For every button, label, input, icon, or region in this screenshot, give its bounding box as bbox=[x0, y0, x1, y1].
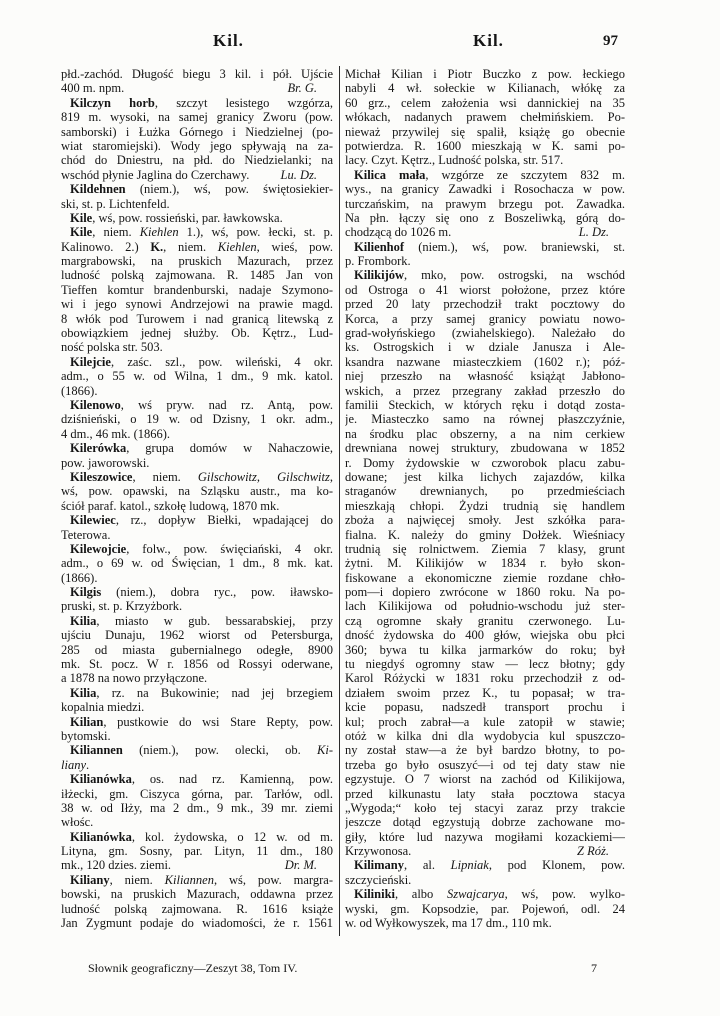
text: na środku plac obszerny, a na nim cerkiew bbox=[345, 426, 625, 441]
text-line bbox=[61, 787, 333, 801]
text: pruski, st. p. Krzyżbork. bbox=[61, 599, 183, 614]
text: trzeba go było osuszyć—i od tej daty staw nie bbox=[345, 757, 625, 772]
text: chód do Dniestru, na płd. do Niedzielanki; na bbox=[61, 153, 333, 168]
text: przed kilkunastu laty stała pocztowa stacya bbox=[345, 786, 625, 801]
text-line bbox=[61, 671, 333, 685]
line-text bbox=[61, 858, 171, 872]
text: dowane; jest kilka lichych zajazdów, kilka bbox=[345, 469, 625, 484]
author-signature: L. Dz. bbox=[578, 225, 609, 240]
text: straganów drewnianych, po przedmieściach bbox=[345, 484, 625, 499]
headword: Kilejcie bbox=[70, 354, 111, 369]
text: margrabowski, na pruskich Mazurach, przez bbox=[61, 254, 333, 269]
text-line bbox=[61, 643, 333, 657]
text-line bbox=[61, 67, 333, 81]
text-line bbox=[345, 182, 625, 196]
author-signature: Br. G. bbox=[287, 81, 317, 96]
italic-text: Ki- bbox=[317, 743, 333, 758]
text-line bbox=[345, 844, 625, 858]
headword: Kilikijów bbox=[354, 268, 405, 283]
text: egzystuje. O 7 wiorst na zachód od Kilikijowa, bbox=[345, 772, 625, 787]
text: Michał Kilian i Piotr Buczko z pow. łeckiego bbox=[345, 67, 625, 81]
headword: Kile bbox=[70, 210, 93, 225]
text: ludność polską zajmowana. R. 1485 Jan von bbox=[61, 268, 333, 283]
text-line bbox=[345, 729, 625, 743]
text: wys., na granicy Zawadki i Rosochacza w pow. bbox=[345, 182, 625, 197]
text-line bbox=[345, 484, 625, 498]
text-line bbox=[61, 815, 333, 829]
text: je. Miasteczko samo na równej płaszczyźnie, bbox=[345, 412, 625, 427]
headword: Kiliniki bbox=[354, 887, 395, 902]
text: Na płn. łączy się ono z Boszeliwką, górą do- bbox=[345, 210, 625, 225]
text-line bbox=[345, 599, 625, 613]
text: Korca, a przy samej granicy powiatu nowo- bbox=[345, 311, 625, 326]
text-line bbox=[345, 700, 625, 714]
text: ność polska str. 503. bbox=[61, 340, 163, 355]
text-line bbox=[345, 758, 625, 772]
text-line bbox=[61, 297, 333, 311]
text-line bbox=[345, 830, 625, 844]
text-line bbox=[61, 902, 333, 916]
text: . bbox=[86, 757, 90, 772]
text-line bbox=[345, 902, 625, 916]
text-line bbox=[61, 916, 333, 930]
text: , wś, pow. wylko- bbox=[504, 887, 625, 902]
text-line bbox=[345, 556, 625, 570]
text-line bbox=[61, 758, 333, 772]
text: 38 w. od Iłży, ma 2 dm., 9 mk., 39 mr. ziemi bbox=[61, 800, 333, 815]
text: Lityna, gm. Sosny, par. Lityn, 11 dm., 180 bbox=[61, 844, 333, 859]
text-line bbox=[345, 916, 625, 930]
text-line bbox=[61, 240, 333, 254]
text: Jan Zygmunt podaje do wiadomości, że r. 1561 bbox=[61, 916, 333, 931]
text: działem swoim przez K., tu popasał; w tra- bbox=[345, 685, 625, 700]
text: dziśnieński, o 19 w. od Dzisny, 1 okr. adm., bbox=[61, 412, 333, 427]
headword: Kilia bbox=[70, 685, 97, 700]
text: obowiązkiem jednej służby. Ob. Kętrz., Lud- bbox=[61, 326, 333, 341]
italic-text: Gilschowitz, Gilschwitz bbox=[197, 469, 330, 484]
text-line bbox=[61, 225, 333, 239]
text-line bbox=[61, 283, 333, 297]
text-line bbox=[61, 81, 333, 95]
text-line bbox=[61, 153, 333, 167]
text: chodzącą do 1026 m. bbox=[345, 225, 452, 240]
text-line bbox=[345, 542, 625, 556]
text: wiat staromiejski). Wody jego spływają na za- bbox=[61, 138, 333, 153]
text-line bbox=[61, 470, 333, 484]
text-line bbox=[61, 887, 333, 901]
text: mk., 120 dzies. ziemi. bbox=[61, 858, 172, 873]
text-line bbox=[61, 326, 333, 340]
text: jeszcze dotąd egzystują dobrze zachowane mo- bbox=[345, 815, 625, 830]
text-line bbox=[345, 772, 625, 786]
text: , grupa domów w Nahaczowie, bbox=[126, 441, 333, 456]
text: ujściu Dunaju, 1962 wiorst od Petersburga, bbox=[61, 628, 333, 643]
text-line bbox=[345, 456, 625, 470]
text: wskich, a przez przegrany zakład przeszło do bbox=[345, 383, 625, 398]
text: , mko, pow. ostrogski, na wschód bbox=[404, 268, 625, 283]
text-line bbox=[345, 283, 625, 297]
text-line bbox=[345, 153, 625, 167]
text: r. Domy żydowskie w czworobok placu zabu- bbox=[345, 455, 625, 470]
text: otóż w kilka dni dla wydobycia kul spuszczo- bbox=[345, 728, 625, 743]
text-line bbox=[61, 599, 333, 613]
headword: Kilerówka bbox=[70, 441, 127, 456]
text-line bbox=[345, 513, 625, 527]
text-line bbox=[345, 671, 625, 685]
text: potwierdza. R. 1600 mieszkają w K. sami po- bbox=[345, 138, 625, 153]
text: 60 grz., celem założenia wsi dannickiej na 35 bbox=[345, 95, 625, 110]
text-line bbox=[345, 355, 625, 369]
text-line bbox=[61, 456, 333, 470]
text: (niem.), wś, pow. braniewski, st. bbox=[404, 239, 625, 254]
author-signature: Dr. M. bbox=[284, 858, 317, 873]
text: a 1878 na nowo przyłączone. bbox=[61, 671, 208, 686]
text: Karol Różycki w 1831 roku przechodził z od- bbox=[345, 671, 625, 686]
text: Teterowa. bbox=[61, 527, 111, 542]
text: „Wygoda;“ koło tej stacyi zaraz przy trakcie bbox=[345, 800, 625, 815]
text: , al. bbox=[404, 858, 451, 873]
text: , albo bbox=[395, 887, 447, 902]
text-line bbox=[61, 772, 333, 786]
text: ks. Ostrogskich i w dziale Janusza i Ale- bbox=[345, 340, 625, 355]
text: zboża a najwięcej smoły. Jest szkółka para- bbox=[345, 513, 625, 528]
text: grad-wołyńskiego (zwiahelskiego). Należało do bbox=[345, 326, 625, 341]
text-line bbox=[61, 657, 333, 671]
text: , rz., dopływ Biełki, wpadającej do bbox=[115, 513, 333, 528]
text: , os. nad rz. Kamienną, pow. bbox=[131, 772, 333, 787]
text-line bbox=[61, 412, 333, 426]
text-line bbox=[61, 484, 333, 498]
text-line bbox=[345, 369, 625, 383]
headword: Kilewojcie bbox=[70, 541, 127, 556]
text: , wś, pow. rossieński, par. ławkowska. bbox=[92, 210, 283, 225]
text-line bbox=[61, 499, 333, 513]
text: p. Frombork. bbox=[345, 254, 411, 269]
right-column bbox=[345, 67, 625, 930]
text-line bbox=[61, 513, 333, 527]
text-line bbox=[61, 858, 333, 872]
text-line bbox=[345, 470, 625, 484]
author-signature: Lu. Dz. bbox=[280, 167, 317, 182]
text-line bbox=[61, 355, 333, 369]
headword: Kilia bbox=[70, 613, 97, 628]
text-line bbox=[61, 715, 333, 729]
text-line bbox=[345, 268, 625, 282]
text: 285 od miasta gubernialnego odegłe, 8900 bbox=[61, 642, 333, 657]
headword: Kilian bbox=[70, 714, 104, 729]
text: 8 włók pod Turowem i nad granicą litewską z bbox=[61, 311, 333, 326]
text: w. od Wyłkowyszek, ma 17 dm., 110 mk. bbox=[345, 916, 552, 931]
text: 360; bywa tu kilka jarmarków do roku; był bbox=[345, 642, 625, 657]
text-line bbox=[345, 858, 625, 872]
text-line bbox=[61, 110, 333, 124]
line-text bbox=[345, 225, 451, 239]
text-line bbox=[61, 441, 333, 455]
headword: Kileszowice bbox=[70, 469, 133, 484]
text-line bbox=[345, 427, 625, 441]
text: płd.-zachód. Długość biegu 3 kil. i pół. Ujście bbox=[61, 67, 333, 81]
text-line bbox=[345, 528, 625, 542]
text: turczańskim, na prawym brzegu pot. Zawadka. bbox=[345, 196, 625, 211]
text: , wś pryw. nad rz. Antą, pow. bbox=[120, 397, 333, 412]
text: bowski, na pruskich Mazurach, oddawna przez bbox=[61, 887, 333, 902]
text-line bbox=[345, 254, 625, 268]
text-line bbox=[61, 700, 333, 714]
text-line bbox=[345, 67, 625, 81]
left-column bbox=[61, 67, 333, 930]
text: niej przeszło na własność książąt Jabłono- bbox=[345, 369, 625, 384]
text-line bbox=[61, 384, 333, 398]
headword: Kilenowo bbox=[70, 397, 121, 412]
text: , folw., pow. święciański, 4 okr. bbox=[126, 541, 333, 556]
text: iłżecki, gm. Ciszyca górna, par. Tarłów, odl. bbox=[61, 786, 333, 801]
text-line bbox=[345, 81, 625, 95]
text: od Ostroga o 41 wiorst położone, przez które bbox=[345, 282, 625, 297]
text: , szczyt lesistego wzgórza, bbox=[154, 95, 333, 110]
text-line bbox=[345, 643, 625, 657]
text: wś, pow. opawski, na Szląsku austr., ma ko- bbox=[61, 484, 333, 499]
text: (niem.), pow. olecki, ob. bbox=[122, 743, 318, 758]
text-line bbox=[61, 542, 333, 556]
text: szczycieński. bbox=[345, 872, 412, 887]
text: , miasto w gub. bessarabskiej, przy bbox=[96, 613, 333, 628]
page-number: 97 bbox=[603, 33, 618, 49]
text: (niem.), dobra ryc., pow. iławsko- bbox=[101, 585, 333, 600]
text-line bbox=[345, 412, 625, 426]
headword: Kilianówka bbox=[70, 829, 132, 844]
text-line bbox=[345, 787, 625, 801]
text-line bbox=[61, 139, 333, 153]
text: dność żydowska do 400 głów, wiejska obu płci bbox=[345, 628, 625, 643]
text: , wś, pow. margra- bbox=[213, 872, 333, 887]
text: , niem. bbox=[92, 225, 140, 240]
text: adm., o 55 w. od Wilna, 1 dm., 9 mk. katol. bbox=[61, 369, 333, 384]
text: ksandra nazwane miasteczkiem (1602 r.); póź- bbox=[345, 354, 625, 369]
text: giły, które lud nazywa mogiłami kozackiemi— bbox=[345, 829, 625, 844]
text-line bbox=[345, 887, 625, 901]
text-line bbox=[61, 844, 333, 858]
text: 400 m. npm. bbox=[61, 81, 125, 96]
text: wi i jego synowi Andrzejowi na prawie magd. bbox=[61, 297, 333, 312]
text-line bbox=[345, 96, 625, 110]
text-line bbox=[61, 614, 333, 628]
text-line bbox=[345, 571, 625, 585]
text: ludność polską zajmowana. R. 1616 książe bbox=[61, 901, 333, 916]
text: żytni. M. Kilikijów w 1834 r. było skon- bbox=[345, 556, 625, 571]
text-line bbox=[61, 211, 333, 225]
text-line bbox=[345, 398, 625, 412]
text-line bbox=[345, 168, 625, 182]
text: bytomski. bbox=[61, 728, 111, 743]
text: ny został staw—a że był bardzo błotny, to po- bbox=[345, 743, 625, 758]
text-line bbox=[345, 873, 625, 887]
text: mk. St. pocz. W r. 1856 od Rossyi oderwane, bbox=[61, 657, 333, 672]
text-line bbox=[345, 225, 625, 239]
text: 819 m. wysoki, na samej granicy Zworu (pow. bbox=[61, 110, 333, 125]
footer-signature-line: Słownik geograficzny—Zeszyt 38, Tom IV. bbox=[88, 961, 298, 975]
headword: Kilienhof bbox=[354, 239, 405, 254]
text-line bbox=[61, 96, 333, 110]
headword: Kilgis bbox=[70, 585, 102, 600]
text: wschód płynie Jaglina do Czerchawy. bbox=[61, 167, 250, 182]
text-line bbox=[345, 614, 625, 628]
text: Krzywonosa. bbox=[345, 844, 412, 859]
line-text bbox=[61, 168, 249, 182]
text-line bbox=[345, 139, 625, 153]
text-line bbox=[61, 830, 333, 844]
text-line bbox=[61, 268, 333, 282]
author-signature: Z Róż. bbox=[577, 844, 609, 859]
headword: Kilica mała bbox=[354, 167, 426, 182]
text: , zaśc. szl., pow. wileński, 4 okr. bbox=[110, 354, 333, 369]
text-line bbox=[345, 585, 625, 599]
text-line bbox=[345, 743, 625, 757]
italic-text: liany bbox=[61, 757, 86, 772]
text: fiskowane a ekonomiczne ziemie rozdane chło- bbox=[345, 570, 625, 585]
text-line bbox=[345, 110, 625, 124]
italic-text: Kiliannen bbox=[164, 872, 214, 887]
text: , kol. żydowska, o 12 w. od m. bbox=[131, 829, 333, 844]
text-line bbox=[61, 571, 333, 585]
text-line bbox=[61, 125, 333, 139]
text: pom—i dopiero zwrócone w 1860 roku. Na po- bbox=[345, 585, 625, 600]
line-text bbox=[345, 844, 411, 858]
text-line bbox=[345, 297, 625, 311]
text: ski, st. p. Lichtenfeld. bbox=[61, 196, 170, 211]
text: ściół paraf. katol., szkołę ludową, 1870 mk. bbox=[61, 498, 280, 513]
text: kopalnia miedzi. bbox=[61, 700, 145, 715]
text: Tieffen komtur brandenburski, nadaje Szymono- bbox=[61, 282, 333, 297]
line-text bbox=[61, 81, 124, 95]
text-line bbox=[61, 743, 333, 757]
text: , niem. bbox=[132, 469, 198, 484]
text: 1.), wś, pow. łecki, st. p. bbox=[178, 225, 333, 240]
text-line bbox=[345, 326, 625, 340]
text-line bbox=[61, 254, 333, 268]
text: włośc. bbox=[61, 815, 94, 830]
text: tu niegdyś ogromny staw — lecz błotny; gdy bbox=[345, 657, 625, 672]
headword: Kiliannen bbox=[70, 743, 123, 758]
running-head-left: Kil. bbox=[213, 31, 244, 50]
text-line bbox=[345, 340, 625, 354]
text-line bbox=[61, 556, 333, 570]
column-divider bbox=[339, 66, 340, 936]
text: , rz. na Bukowinie; nad jej brzegiem bbox=[96, 685, 333, 700]
italic-text: Szwajcarya bbox=[446, 887, 505, 902]
text-line bbox=[345, 686, 625, 700]
text-line bbox=[61, 340, 333, 354]
text-line bbox=[61, 398, 333, 412]
text-line bbox=[61, 873, 333, 887]
text: kul; proch zabrał—a kule zatopił w stawie; bbox=[345, 714, 625, 729]
text: , pustkowie do wsi Stare Repty, pow. bbox=[103, 714, 333, 729]
text-line bbox=[345, 499, 625, 513]
text-line bbox=[61, 197, 333, 211]
text-line bbox=[345, 801, 625, 815]
text-line bbox=[345, 211, 625, 225]
text-line bbox=[61, 801, 333, 815]
text: , wzgórze ze szczytem 832 m. bbox=[425, 167, 625, 182]
text: pow. jaworowski. bbox=[61, 455, 150, 470]
italic-text: Lipniak bbox=[450, 858, 489, 873]
text: 4 dm., 46 mk. (1866). bbox=[61, 426, 171, 441]
text-line bbox=[61, 729, 333, 743]
headword: Kilewiec bbox=[70, 513, 116, 528]
text-line bbox=[345, 715, 625, 729]
text: (1866). bbox=[61, 570, 98, 585]
text: , pod Klonem, pow. bbox=[488, 858, 625, 873]
text: , niem. bbox=[109, 872, 165, 887]
sheet-number: 7 bbox=[591, 961, 597, 975]
text: familii Steckich, w których ręku i dotąd zosta- bbox=[345, 397, 625, 412]
text-line bbox=[61, 168, 333, 182]
text-line bbox=[61, 585, 333, 599]
italic-text: Kiehlen bbox=[139, 225, 179, 240]
text-line bbox=[345, 240, 625, 254]
headword: Kilimany bbox=[354, 858, 405, 873]
text-line bbox=[61, 312, 333, 326]
text: (1866). bbox=[61, 383, 98, 398]
text: wyski, gm. Kopsodzie, par. Pojewoń, odl. 24 bbox=[345, 901, 625, 916]
headword: Kilczyn horb bbox=[70, 95, 155, 110]
text: , wieś, pow. bbox=[256, 239, 333, 254]
text: przed 20 laty przechodził trakt pocztowy do bbox=[345, 297, 625, 312]
text: adm., o 69 w. od Święcian, 1 dm., 8 mk. kat. bbox=[61, 556, 333, 571]
text: Kalinowo. 2.) bbox=[61, 239, 151, 254]
text: samborski) i Łużka Górnego i Niedzielnej (po- bbox=[61, 124, 333, 139]
text-line bbox=[345, 441, 625, 455]
text-line bbox=[345, 628, 625, 642]
text: (niem.), wś, pow. świętosiekier- bbox=[125, 182, 333, 197]
headword: Kilianówka bbox=[70, 772, 132, 787]
text-line bbox=[345, 657, 625, 671]
text-line bbox=[345, 197, 625, 211]
text-line bbox=[345, 125, 625, 139]
text-line bbox=[61, 628, 333, 642]
headword: Kiliany bbox=[70, 872, 110, 887]
text-line bbox=[61, 182, 333, 196]
headword: Kile bbox=[70, 225, 93, 240]
text-line bbox=[61, 528, 333, 542]
text-line bbox=[345, 384, 625, 398]
text: nieważ przywilej się spalił, książę go obecnie bbox=[345, 124, 625, 139]
text: mieszkają chłopi. Żydzi trudnią się handlem bbox=[345, 498, 625, 513]
text: lacy. Czyt. Kętrz., Ludność polska, str. 517. bbox=[345, 153, 564, 168]
text: włókach, nadanych prawem chełmińskiem. Po- bbox=[345, 110, 625, 125]
text: kcie popasu, nadszedł transport prochu i bbox=[345, 700, 625, 715]
text-line bbox=[345, 312, 625, 326]
text-line bbox=[61, 686, 333, 700]
text-line bbox=[61, 427, 333, 441]
text: trudnią się rolnictwem. Ziemia 7 klasy, grunt bbox=[345, 541, 625, 556]
running-head-right: Kil. bbox=[473, 31, 504, 50]
text: , bbox=[329, 469, 333, 484]
text: , niem. bbox=[163, 239, 218, 254]
text: fialna. K. należy do gminy Dołżek. Wieśniacy bbox=[345, 527, 625, 542]
italic-text: Kiehlen bbox=[217, 239, 257, 254]
text: lach Kilikijowa od południo-wschodu już ster- bbox=[345, 599, 625, 614]
headword: Kildehnen bbox=[70, 182, 126, 197]
headword: K. bbox=[150, 239, 164, 254]
text: nabyli 4 wł. sołeckie w Kilianach, włókę za bbox=[345, 81, 625, 96]
text-line bbox=[61, 369, 333, 383]
text-line bbox=[345, 815, 625, 829]
text: czą ogromne skały granitu czerwonego. Lu- bbox=[345, 613, 625, 628]
text: drewniana nowej struktury, zbudowana w 1852 bbox=[345, 441, 625, 456]
